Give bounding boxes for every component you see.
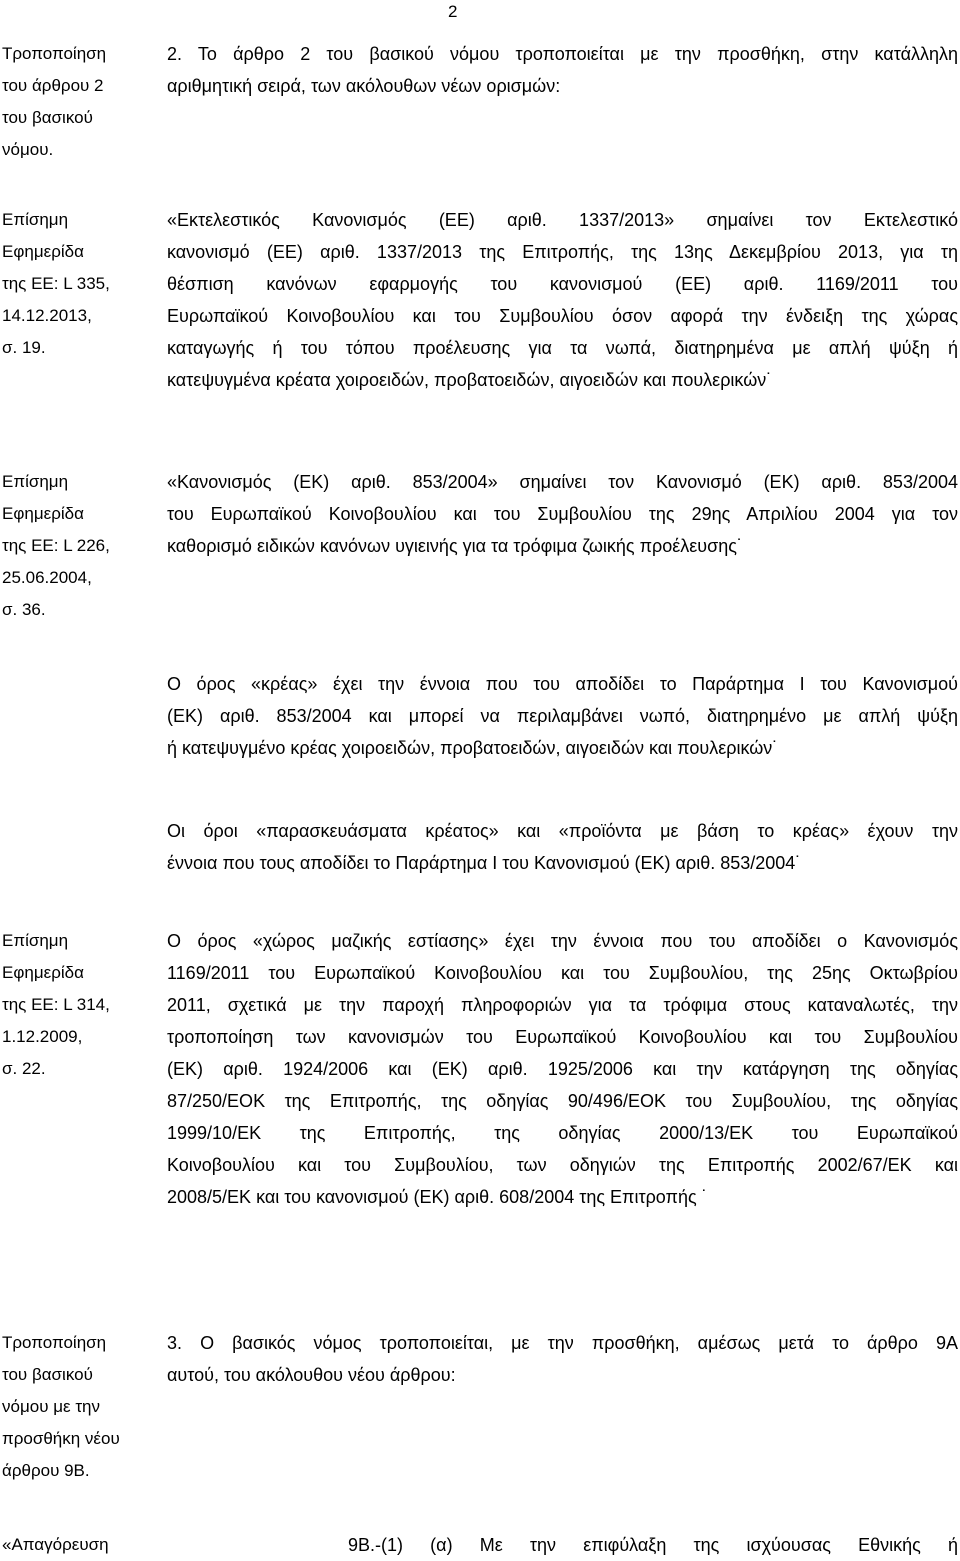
definition-implementing-regulation-1337 [167, 204, 958, 396]
definition-meat [167, 668, 958, 764]
text-line: έννοια που τους αποδίδει το Παράρτημα Ι του Κανονισμού (ΕΚ) αριθ. 853/2004˙ [167, 853, 802, 873]
margin-note-line: Εφημερίδα [2, 963, 84, 982]
margin-note-line: νόμου. [2, 140, 54, 159]
text-line: αυτού, του ακόλουθου νέου άρθρου: [167, 1365, 456, 1385]
text-line: 3. Ο βασικός νόμος τροποποιείται, με την προσθήκη, αμέσως μετά το άρθρο 9Α [167, 1333, 958, 1353]
text-line: 1169/2011 του Ευρωπαϊκού Κοινοβουλίου και του Συμβουλίου, της 25ης Οκτωβρίου [167, 963, 958, 983]
text-line: ή κατεψυγμένο κρέας χοιροειδών, προβατοειδών, αιγοειδών και πουλερικών˙ [167, 738, 779, 758]
margin-note-line: του βασικού [2, 108, 93, 127]
margin-note-line: της ΕΕ: L 314, [2, 995, 110, 1014]
margin-note-line: Τροποποίηση [2, 1333, 107, 1352]
margin-note-line: του βασικού [2, 1365, 93, 1384]
margin-note-line: Εφημερίδα [2, 504, 84, 523]
margin-note-line: της ΕΕ: L 226, [2, 536, 110, 555]
text-line: καθορισμό ειδικών κανόνων υγιεινής για τα τρόφιμα ζωικής προέλευσης˙ [167, 536, 743, 556]
text-line: (ΕΚ) αριθ. 853/2004 και μπορεί να περιλαμβάνει νωπό, διατηρημένο με απλή ψύξη [167, 706, 958, 726]
paragraph-amendment-article-2 [167, 38, 958, 102]
text-line: «Κανονισμός (ΕΚ) αριθ. 853/2004» σημαίνει τον Κανονισμό (ΕΚ) αριθ. 853/2004 [167, 472, 958, 492]
margin-note-line: 14.12.2013, [2, 306, 92, 325]
margin-note-line: άρθρου 9Β. [2, 1461, 90, 1480]
margin-note-line: 25.06.2004, [2, 568, 92, 587]
text-line: 2011, σχετικά με την παροχή πληροφοριών για τα τρόφιμα στους καταναλωτές, την [167, 995, 958, 1015]
margin-note-line: του άρθρου 2 [2, 76, 104, 95]
text-line: 2008/5/ΕΚ και του κανονισμού (ΕΚ) αριθ. 608/2004 της Επιτροπής ˙ [167, 1187, 708, 1207]
margin-note-oj-l335 [2, 204, 150, 364]
text-line: Κοινοβουλίου και του Συμβουλίου, των οδηγιών της Επιτροπής 2002/67/ΕΚ και [167, 1155, 958, 1175]
text-line: τροποποίηση των κανονισμών του Ευρωπαϊκού Κοινοβουλίου και του Συμβουλίου [167, 1027, 958, 1047]
text-line: (ΕΚ) αριθ. 1924/2006 και (ΕΚ) αριθ. 1925/2006 και την κατάργηση της οδηγίας [167, 1059, 958, 1079]
margin-note-line: Εφημερίδα [2, 242, 84, 261]
definition-mass-caterer [167, 925, 958, 1213]
margin-note-amendment-article-2 [2, 38, 150, 166]
text-line: «Εκτελεστικός Κανονισμός (ΕΕ) αριθ. 1337/2013» σημαίνει τον Εκτελεστικό [167, 210, 958, 230]
text-line: κατεψυγμένα κρέατα χοιροειδών, προβατοειδών, αιγοειδών και πουλερικών˙ [167, 370, 773, 390]
text-line: Ευρωπαϊκού Κοινοβουλίου και του Συμβουλίου όσον αφορά την ένδειξη της χώρας [167, 306, 958, 326]
text-line: 87/250/ΕΟΚ της Επιτροπής, της οδηγίας 90/496/ΕΟΚ του Συμβουλίου, της οδηγίας [167, 1091, 958, 1111]
margin-note-line: σ. 22. [2, 1059, 46, 1078]
margin-note-line: σ. 36. [2, 600, 46, 619]
margin-note-oj-l314 [2, 925, 150, 1085]
margin-note-line: Επίσημη [2, 472, 69, 491]
text-line: αριθμητική σειρά, των ακόλουθων νέων ορισμών: [167, 76, 561, 96]
margin-note-line: «Απαγόρευση [2, 1535, 109, 1554]
margin-note-oj-l226 [2, 466, 150, 626]
text-line: Ο όρος «κρέας» έχει την έννοια που του αποδίδει το Παράρτημα Ι του Κανονισμού [167, 674, 958, 694]
paragraph-new-article-9b [167, 1327, 958, 1391]
definition-regulation-853 [167, 466, 958, 562]
margin-note-line: Επίσημη [2, 210, 69, 229]
definition-meat-preparations [167, 815, 958, 879]
text-line: 9Β.-(1) (α) Με την επιφύλαξη της ισχύουσας Εθνικής ή [348, 1535, 958, 1555]
margin-note-line: προσθήκη νέου [2, 1429, 120, 1448]
text-line: Οι όροι «παρασκευάσματα κρέατος» και «προϊόντα με βάση το κρέας» έχουν την [167, 821, 958, 841]
margin-note-line: νόμου με την [2, 1397, 100, 1416]
margin-note-prohibition [2, 1529, 150, 1561]
margin-note-line: της ΕΕ: L 335, [2, 274, 110, 293]
article-9b-paragraph-1 [348, 1529, 958, 1561]
margin-note-line: Τροποποίηση [2, 44, 107, 63]
margin-note-line: 1.12.2009, [2, 1027, 83, 1046]
text-line: του Ευρωπαϊκού Κοινοβουλίου και του Συμβουλίου της 29ης Απριλίου 2004 για τον [167, 504, 958, 524]
margin-note-line: Επίσημη [2, 931, 69, 950]
text-line: 1999/10/ΕΚ της Επιτροπής, της οδηγίας 2000/13/ΕΚ του Ευρωπαϊκού [167, 1123, 958, 1143]
text-line: θέσπιση κανόνων εφαρμογής του κανονισμού (ΕΕ) αριθ. 1169/2011 του [167, 274, 958, 294]
margin-note-new-article-9b [2, 1327, 150, 1487]
page-number: 2 [448, 2, 458, 21]
margin-note-line: σ. 19. [2, 338, 46, 357]
text-line: Ο όρος «χώρος μαζικής εστίασης» έχει την έννοια που του αποδίδει ο Κανονισμός [167, 931, 958, 951]
text-line: 2. Το άρθρο 2 του βασικού νόμου τροποποιείται με την προσθήκη, στην κατάλληλη [167, 44, 958, 64]
text-line: καταγωγής ή του τόπου προέλευσης για τα νωπά, διατηρημένα με απλή ψύξη ή [167, 338, 958, 358]
text-line: κανονισμό (ΕΕ) αριθ. 1337/2013 της Επιτροπής, της 13ης Δεκεμβρίου 2013, για τη [167, 242, 958, 262]
